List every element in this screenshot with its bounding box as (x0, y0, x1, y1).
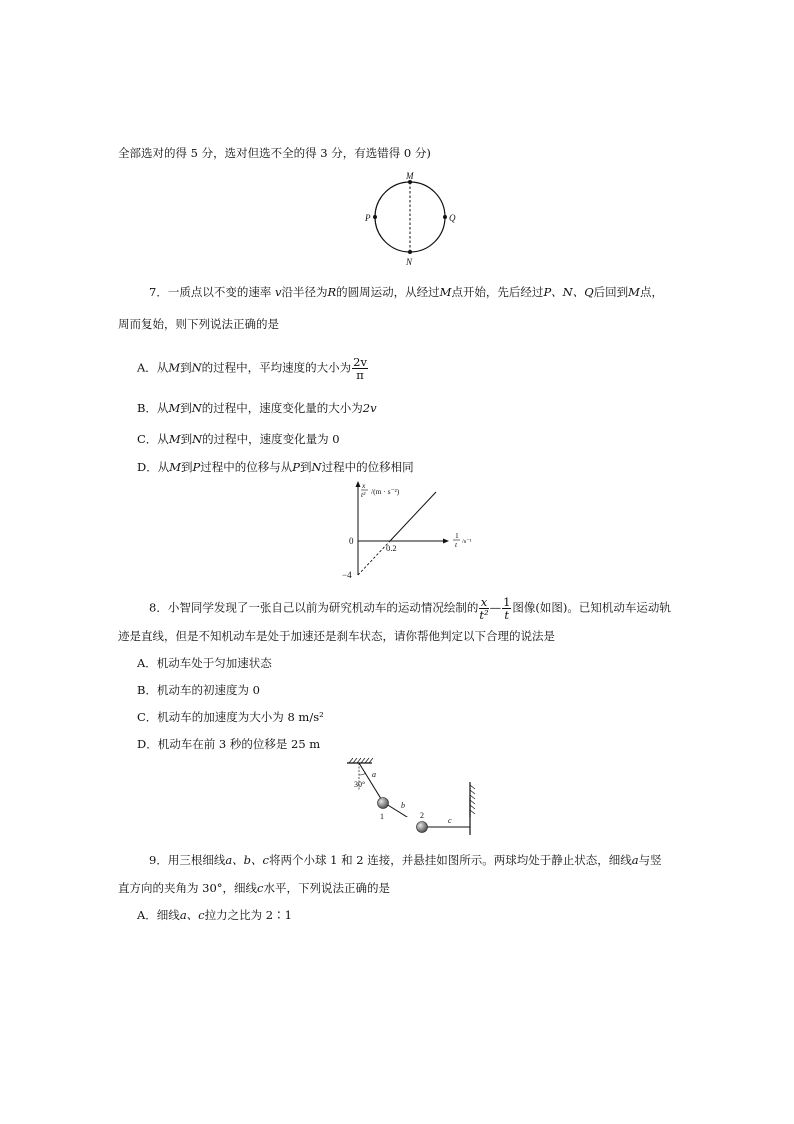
label-M: M (406, 171, 414, 181)
x-axis-unit: /s⁻¹ (462, 538, 472, 545)
q8-stem-line1: 8．小智同学发现了一张自己以前为研究机动车的运动情况绘制的 $\frac{x}{\text{t²}}$ — $\frac{1}{t}$ 图像(如图)。已知机动车运动轨 (149, 595, 671, 622)
x-tick-label: 0.2 (386, 543, 397, 553)
graph-figure (338, 480, 486, 582)
circle-figure (360, 170, 460, 268)
q9-stem-line1: 9．用三根细线a、b、c将两个小球 1 和 2 连接，并悬挂如图所示。两球均处于静止状态，细线a与竖 (149, 853, 662, 867)
ball-1 (378, 798, 389, 809)
angle-label: 30° (354, 780, 366, 789)
q8-option-d: D．机动车在前 3 秒的位移是 25 m (137, 737, 321, 751)
label-c: c (448, 816, 452, 825)
label-N: N (406, 257, 413, 267)
origin-label: 0 (349, 536, 354, 546)
ball-2-label: 2 (420, 811, 424, 820)
fraction-2v-over-pi: $\frac{2v}{\pi}$ (353, 355, 367, 382)
y-intercept-label: −4 (342, 570, 352, 580)
label-Q: Q (449, 213, 456, 223)
q8-option-b: B．机动车的初速度为 0 (137, 683, 260, 697)
graph-line (390, 492, 436, 541)
q7-option-a: A．从M到N的过程中，平均速度的大小为 $\frac{2v}{\pi}$ (137, 355, 367, 382)
q7-option-d: D．从M到P过程中的位移与从P到N过程中的位移相同 (137, 460, 414, 474)
ball-1-label: 1 (380, 812, 384, 821)
q8-option-c: C．机动车的加速度为大小为 8 m/s² (137, 710, 324, 724)
q9-option-a: A．细线a、c拉力之比为 2∶1 (137, 908, 292, 922)
label-a: a (372, 770, 376, 779)
fraction-1-over-t: $\frac{1}{t}$ (503, 595, 511, 622)
scoring-note: 全部选对的得 5 分，选对但选不全的得 3 分，有选错得 0 分) (118, 146, 431, 160)
q8-option-a: A．机动车处于匀加速状态 (137, 656, 272, 670)
x-axis-arrow (443, 539, 449, 544)
q8-stem-line2: 迹是直线，但是不知机动车是处于加速还是刹车状态，请你帮他判定以下合理的说法是 (118, 629, 555, 643)
label-b: b (401, 801, 405, 810)
pendulum-figure-lower (342, 757, 482, 837)
x-label-den: t (455, 540, 458, 549)
q7-option-c: C．从M到N的过程中，速度变化量为 0 (137, 432, 340, 446)
q9-stem-line2: 直方向的夹角为 30°，细线c水平，下列说法正确的是 (118, 881, 390, 895)
label-P: P (365, 213, 371, 223)
y-label-den: t² (361, 490, 366, 499)
x-label-num: 1 (455, 531, 459, 540)
fraction-x-over-t2: $\frac{x}{\text{t²}}$ (479, 595, 489, 622)
ball-2 (417, 822, 428, 833)
point-P (373, 215, 377, 219)
y-label-num: x (362, 481, 366, 490)
q7-stem-line1: 7．一质点以不变的速率 v沿半径为R的圆周运动，从经过M点开始，先后经过P、N、Q后回到M点， (149, 285, 663, 299)
q7-stem-line2: 周而复始，则下列说法正确的是 (118, 317, 279, 331)
y-axis-unit: /(m · s⁻²) (371, 487, 400, 496)
y-axis-arrow (356, 481, 361, 487)
q7-option-b: B．从M到N的过程中，速度变化量的大小为2v (137, 401, 377, 415)
point-N (408, 250, 412, 254)
point-Q (443, 215, 447, 219)
